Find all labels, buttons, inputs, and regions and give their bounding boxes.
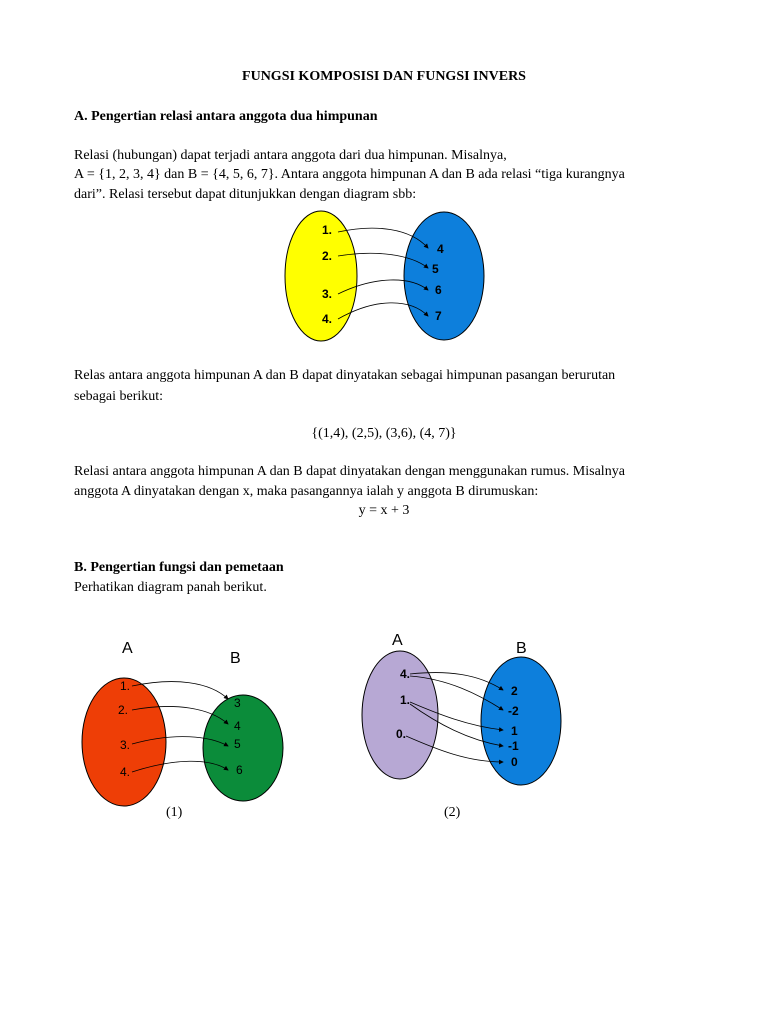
document-title: FUNGSI KOMPOSISI DAN FUNGSI INVERS xyxy=(242,69,526,84)
set-b-ellipse xyxy=(203,695,283,801)
set-a-item: 1. xyxy=(400,693,411,707)
section-a-paragraph-3-line-1: Relasi antara anggota himpunan A dan B dapat dinyatakan dengan menggunakan rumus. Misalnya xyxy=(74,464,625,479)
set-b-item: 6 xyxy=(435,283,442,297)
section-a-paragraph-1-line-1: Relasi (hubungan) dapat terjadi antara anggota dari dua himpunan. Misalnya, xyxy=(74,148,507,163)
set-a-item: 3. xyxy=(120,738,131,752)
set-b-item: 2 xyxy=(511,684,518,698)
mapping-diagram-2 xyxy=(358,624,568,799)
set-b-item: 6 xyxy=(236,763,243,777)
set-b-label: B xyxy=(230,650,241,667)
set-a-item: 4. xyxy=(322,312,333,326)
section-a-heading: A. Pengertian relasi antara anggota dua himpunan xyxy=(74,109,378,124)
set-b-item: 4 xyxy=(234,719,241,733)
relation-diagram-1 xyxy=(280,206,490,346)
set-a-item: 2. xyxy=(118,703,129,717)
diagram-2-caption: (2) xyxy=(444,805,461,820)
set-b-item: -1 xyxy=(508,739,519,753)
section-a-paragraph-1-line-2: A = {1, 2, 3, 4} dan B = {4, 5, 6, 7}. Antara anggota himpunan A dan B ada relasi “tiga kurangnya xyxy=(74,167,625,182)
set-b-item: 3 xyxy=(234,696,241,710)
set-b-item: 0 xyxy=(511,755,518,769)
ordered-pairs: {(1,4), (2,5), (3,6), (4, 7)} xyxy=(311,426,457,441)
set-b-ellipse xyxy=(404,212,484,340)
set-a-label: A xyxy=(392,632,403,649)
set-a-item: 3. xyxy=(322,287,333,301)
set-a-item: 1. xyxy=(322,223,333,237)
section-b-intro: Perhatikan diagram panah berikut. xyxy=(74,580,267,595)
set-a-item: 4. xyxy=(400,667,411,681)
section-b-heading: B. Pengertian fungsi dan pemetaan xyxy=(74,560,284,575)
set-b-item: -2 xyxy=(508,704,519,718)
set-b-item: 7 xyxy=(435,309,442,323)
set-b-item: 1 xyxy=(511,724,518,738)
section-a-paragraph-3-line-2: anggota A dinyatakan dengan x, maka pasangannya ialah y anggota B dirumuskan: xyxy=(74,484,539,499)
set-a-label: A xyxy=(122,640,133,657)
mapping-diagram-1 xyxy=(80,632,290,802)
diagram-1-caption: (1) xyxy=(166,805,183,820)
set-a-item: 0. xyxy=(396,727,407,741)
set-b-ellipse xyxy=(481,657,561,785)
section-a-paragraph-2-line-1: Relas antara anggota himpunan A dan B dapat dinyatakan sebagai himpunan pasangan berurutan xyxy=(74,368,616,383)
set-b-item: 5 xyxy=(432,262,439,276)
section-a-paragraph-1-line-3: dari”. Relasi tersebut dapat ditunjukkan dengan diagram sbb: xyxy=(74,187,417,202)
set-a-item: 2. xyxy=(322,249,333,263)
set-b-item: 4 xyxy=(437,242,444,256)
section-a-paragraph-2-line-2: sebagai berikut: xyxy=(74,389,164,404)
set-a-item: 4. xyxy=(120,765,131,779)
set-b-label: B xyxy=(516,640,527,657)
set-a-item: 1. xyxy=(120,679,131,693)
set-b-item: 5 xyxy=(234,737,241,751)
formula: y = x + 3 xyxy=(358,503,410,518)
